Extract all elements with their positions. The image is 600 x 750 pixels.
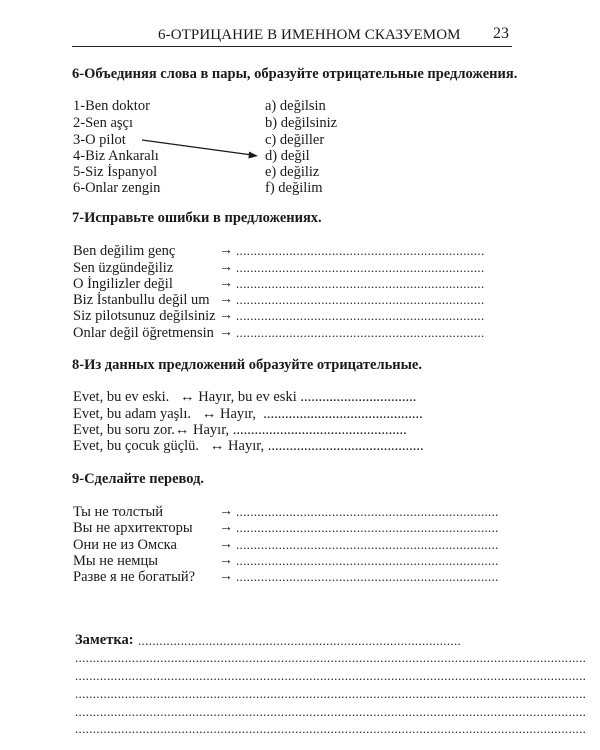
arrow-icon: → <box>219 308 233 323</box>
ex6-left-item: 5-Siz İspanyol <box>73 164 158 180</box>
ex6-left-item: 6-Onlar zengin <box>73 180 161 196</box>
ex7-sentence: Onlar değil öğretmensin <box>73 325 214 341</box>
ex6-right-item: e) değiliz <box>265 164 320 180</box>
ex8-sentence: Evet, bu çocuk güçlü. ↔ Hayır, ........................................... <box>73 438 424 454</box>
arrow-icon: → <box>219 553 233 568</box>
answer-blank[interactable]: ...................................................................... <box>236 276 485 291</box>
ex7-sentence: Ben değilim genç <box>73 243 176 259</box>
ex6-left-item: 3-O pilot <box>73 132 126 148</box>
ex6-left-item: 1-Ben doktor <box>73 98 150 114</box>
ex7-sentence: O İngilizler değil <box>73 276 173 292</box>
arrow-icon: → <box>219 504 233 519</box>
arrow-icon: → <box>219 243 233 258</box>
answer-blank[interactable]: .......................................................................... <box>236 520 499 535</box>
ex6-right-item: c) değiller <box>265 132 325 148</box>
ex9-sentence: Мы не немцы <box>73 553 158 569</box>
arrow-icon: → <box>219 325 233 340</box>
answer-blank[interactable]: ...................................................................... <box>236 308 485 323</box>
arrow-icon: → <box>219 276 233 291</box>
arrow-icon: → <box>219 537 233 552</box>
page-number: 23 <box>493 25 509 42</box>
notes-line[interactable]: ................................................................................................................................................ <box>75 704 587 719</box>
answer-blank[interactable]: .......................................................................... <box>236 569 499 584</box>
ex9-sentence: Ты не толстый <box>73 504 164 520</box>
notes-line[interactable]: ................................................................................................................................................ <box>75 686 587 701</box>
ex7-sentence: Biz İstanbullu değil um <box>73 292 210 308</box>
notes-line[interactable]: ........................................................................................... <box>138 633 462 648</box>
answer-blank[interactable]: .......................................................................... <box>236 537 499 552</box>
answer-blank[interactable]: ...................................................................... <box>236 260 485 275</box>
notes-line[interactable]: ................................................................................................................................................ <box>75 721 587 736</box>
notes-line[interactable]: ................................................................................................................................................ <box>75 650 587 665</box>
arrow-icon: → <box>219 520 233 535</box>
answer-blank[interactable]: .......................................................................... <box>236 504 499 519</box>
ex9-sentence: Разве я не богатый? <box>73 569 196 585</box>
answer-blank[interactable]: .......................................................................... <box>236 553 499 568</box>
exercise-7-heading: 7-Исправьте ошибки в предложениях. <box>72 210 322 226</box>
ex6-left-item: 4-Biz Ankaralı <box>73 148 159 164</box>
page-header-title: 6-ОТРИЦАНИЕ В ИМЕННОМ СКАЗУЕМОМ <box>158 27 461 43</box>
arrow-icon: → <box>219 260 233 275</box>
ex6-right-item: f) değilim <box>265 180 323 196</box>
answer-blank[interactable]: ...................................................................... <box>236 243 485 258</box>
ex6-right-item: a) değilsin <box>265 98 326 114</box>
ex6-left-item: 2-Sen aşçı <box>73 115 133 131</box>
exercise-6-heading: 6-Объединяя слова в пары, образуйте отрицательные предложения. <box>72 66 518 82</box>
exercise-9-heading: 9-Сделайте перевод. <box>72 471 205 487</box>
ex7-sentence: Sen üzgündeğiliz <box>73 260 174 276</box>
answer-blank[interactable]: ...................................................................... <box>236 292 485 307</box>
ex6-right-item: d) değil <box>265 148 310 164</box>
ex8-sentence: Evet, bu soru zor.↔ Hayır, ................................................ <box>73 422 407 438</box>
ex8-sentence: Evet, bu ev eski. ↔ Hayır, bu ev eski ................................ <box>73 389 417 405</box>
arrow-icon: → <box>219 569 233 584</box>
ex7-sentence: Siz pilotsunuz değilsiniz <box>73 308 216 324</box>
arrow-icon: → <box>219 292 233 307</box>
ex9-sentence: Вы не архитекторы <box>73 520 193 536</box>
ex6-right-item: b) değilsiniz <box>265 115 338 131</box>
answer-blank[interactable]: ...................................................................... <box>236 325 485 340</box>
notes-line[interactable]: ................................................................................................................................................ <box>75 668 587 683</box>
exercise-8-heading: 8-Из данных предложений образуйте отрицательные. <box>72 357 422 373</box>
ex8-sentence: Evet, bu adam yaşlı. ↔ Hayır, ............................................ <box>73 406 423 422</box>
ex9-sentence: Они не из Омска <box>73 537 177 553</box>
notes-label: Заметка: <box>75 632 134 648</box>
